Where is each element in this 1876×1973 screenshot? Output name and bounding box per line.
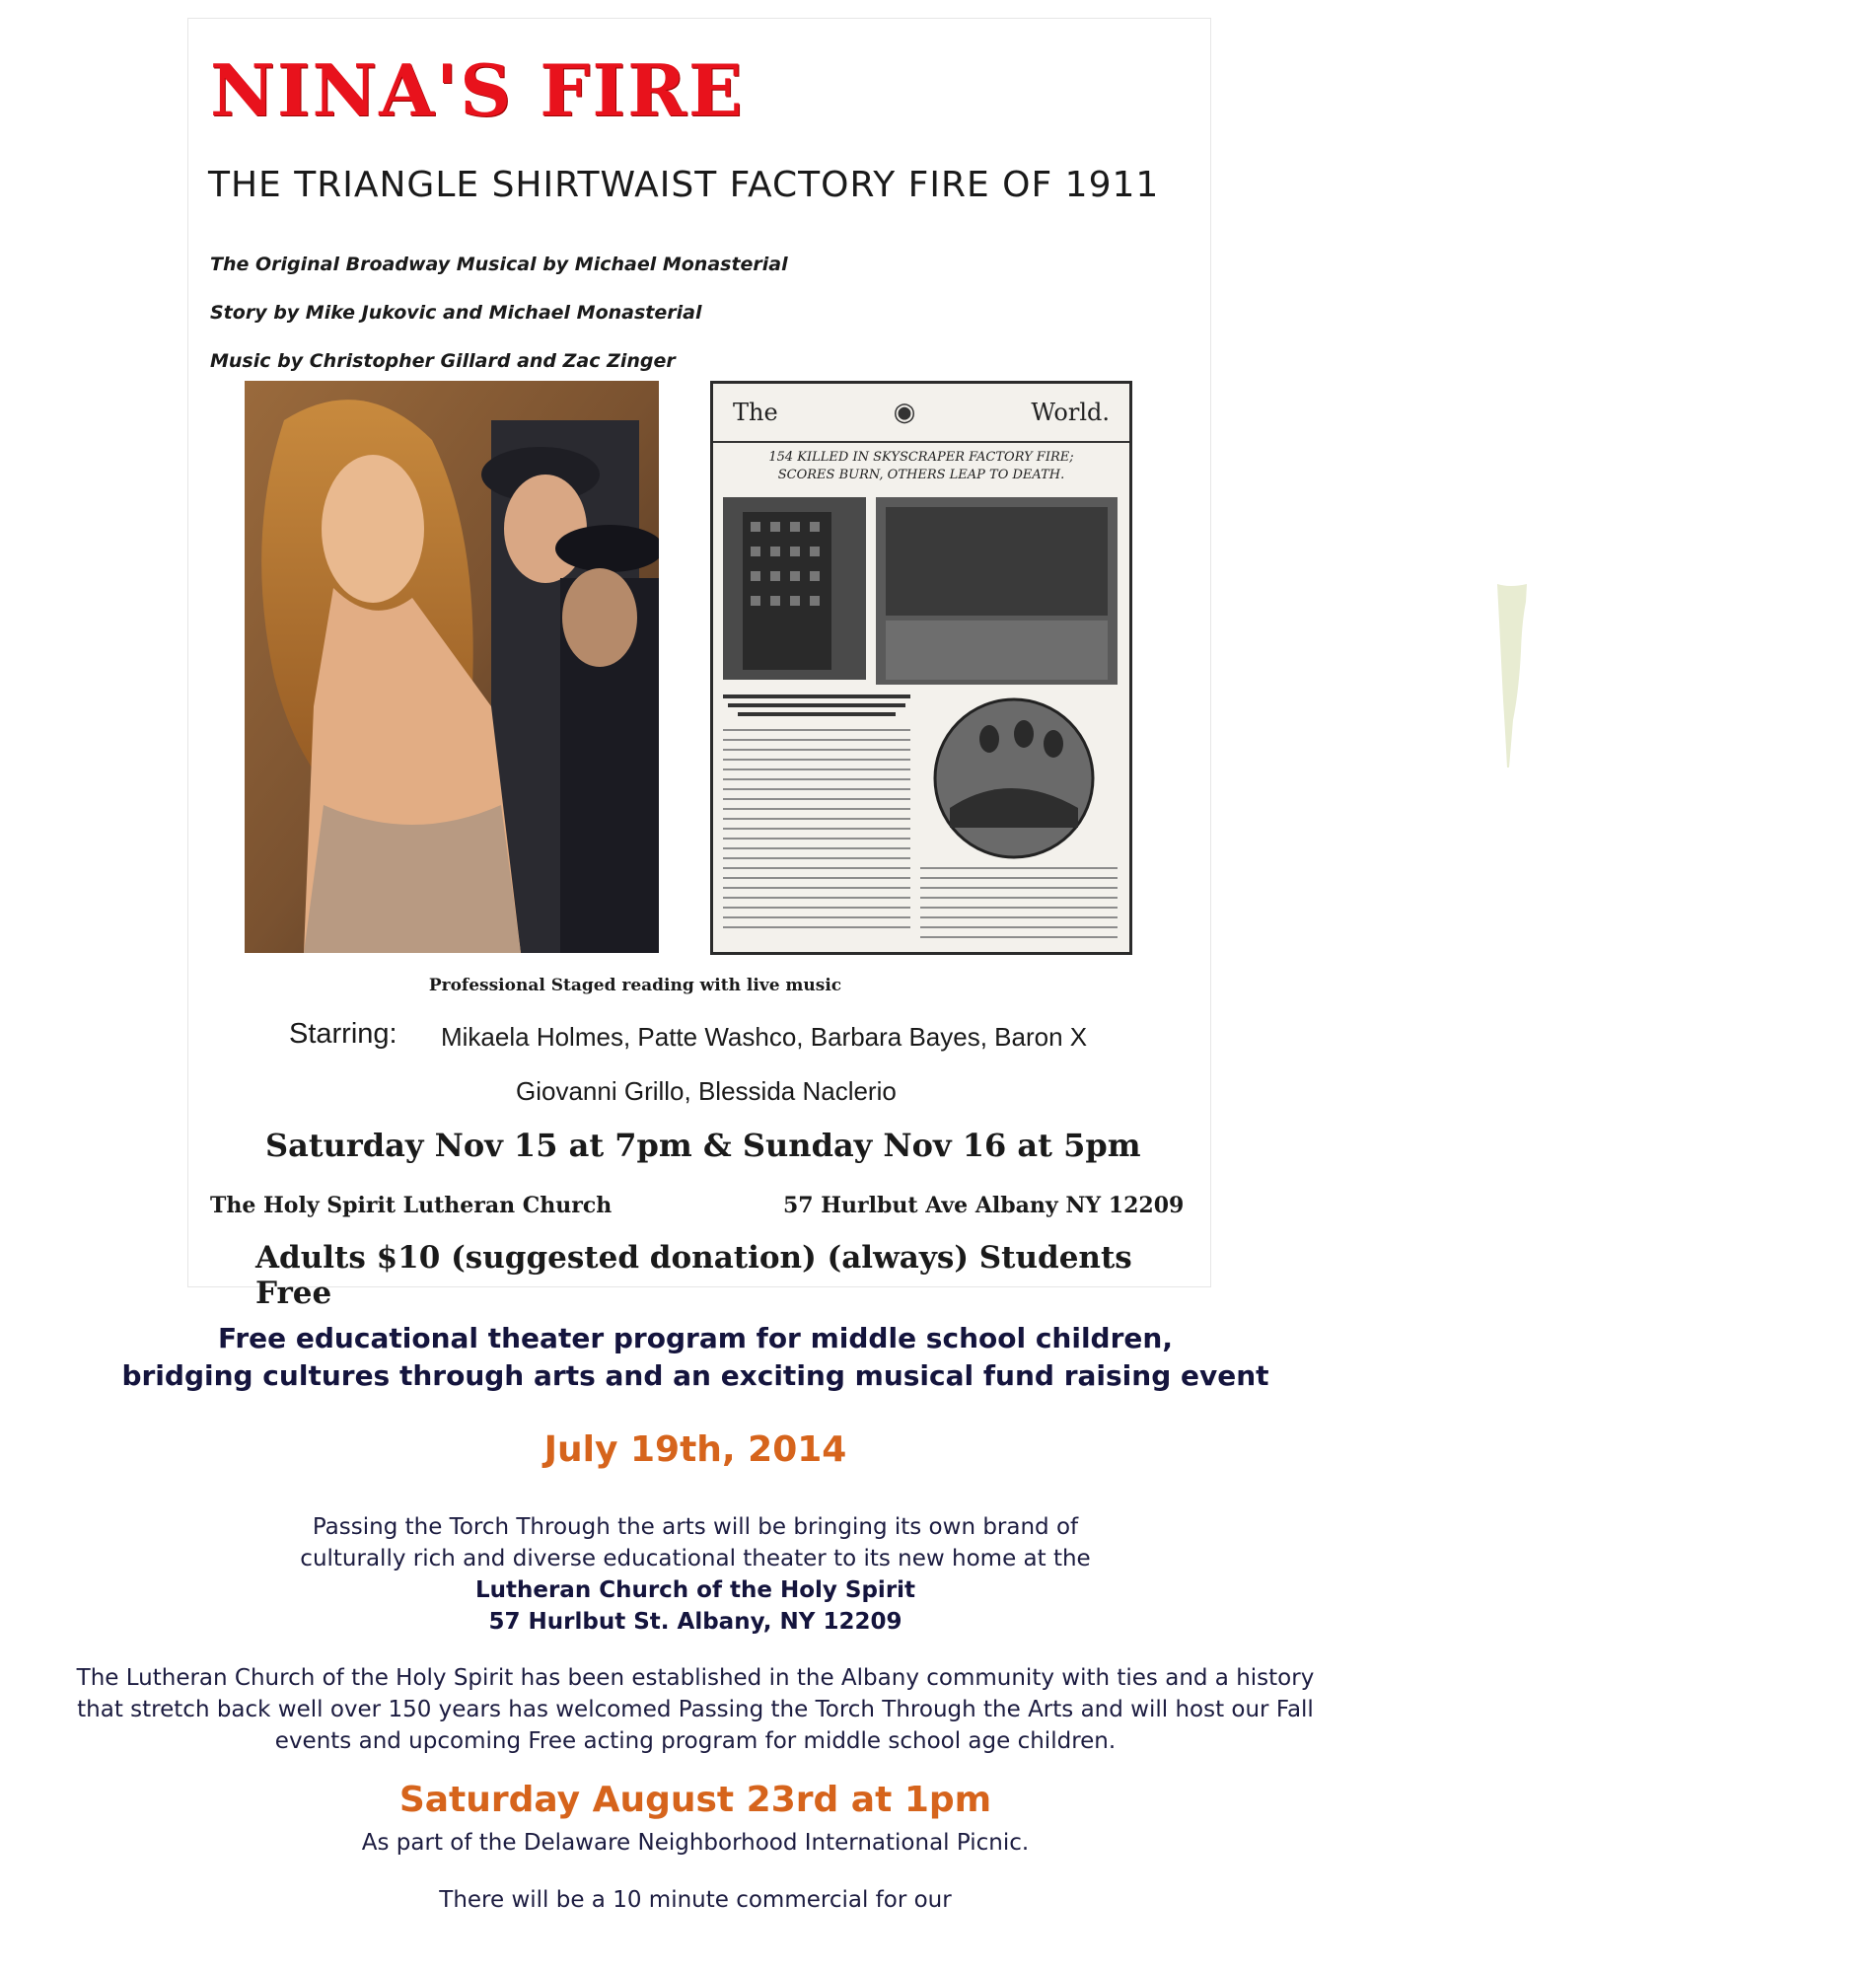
credit-line: The Original Broadway Musical by Michael Monasterial <box>210 254 788 275</box>
newspaper-front-page <box>710 381 1132 955</box>
program-line: Free educational theater program for middle school children, <box>218 1322 1173 1354</box>
cast-list: Mikaela Holmes, Patte Washco, Barbara Bayes, Baron X <box>441 1022 1088 1052</box>
program-description <box>0 1320 1391 1395</box>
program-line: bridging cultures through arts and an exciting musical fund raising event <box>121 1359 1269 1392</box>
newspaper-masthead-right: World. <box>1031 399 1110 426</box>
globe-emblem-icon: ◉ <box>893 398 916 427</box>
about-line: that stretch back well over 150 years has welcomed Passing the Torch Through the Arts and will host our Fall <box>77 1697 1314 1722</box>
decorative-shape <box>1495 582 1529 769</box>
intro-paragraph <box>0 1511 1391 1638</box>
actress-photo-image <box>245 381 659 953</box>
newspaper-photos <box>713 492 1129 955</box>
newspaper-headline: SCORES BURN, OTHERS LEAP TO DEATH. <box>777 468 1065 482</box>
church-address: 57 Hurlbut St. Albany, NY 12209 <box>488 1609 902 1635</box>
credit-line: Music by Christopher Gillard and Zac Zinger <box>210 350 676 372</box>
newspaper-headline: 154 KILLED IN SKYSCRAPER FACTORY FIRE; <box>768 450 1074 465</box>
intro-line: culturally rich and diverse educational theater to its new home at the <box>300 1546 1091 1571</box>
church-name: Lutheran Church of the Holy Spirit <box>474 1577 916 1603</box>
intro-line: Passing the Torch Through the arts will be bringing its own brand of <box>312 1514 1079 1540</box>
flyer-title: NINA'S FIRE <box>210 48 745 132</box>
event-flyer <box>187 18 1211 1311</box>
cast-list: Giovanni Grillo, Blessida Naclerio <box>516 1076 897 1106</box>
event-note: There will be a 10 minute commercial for our <box>439 1887 952 1913</box>
actress-photo <box>245 381 659 953</box>
event-heading: Saturday August 23rd at 1pm <box>398 1780 992 1820</box>
starring-label: Starring: <box>289 1018 397 1050</box>
venue-name: The Holy Spirit Lutheran Church <box>210 1193 613 1218</box>
venue-address: 57 Hurlbut Ave Albany NY 12209 <box>783 1193 1185 1218</box>
flyer-subtitle: THE TRIANGLE SHIRTWAIST FACTORY FIRE OF 1911 <box>208 165 1160 205</box>
date-heading: July 19th, 2014 <box>543 1429 847 1470</box>
credit-line: Story by Mike Jukovic and Michael Monasterial <box>210 302 702 324</box>
event-description: As part of the Delaware Neighborhood International Picnic. <box>361 1830 1030 1856</box>
about-line: events and upcoming Free acting program for middle school age children. <box>274 1728 1117 1754</box>
about-paragraph <box>0 1662 1391 1757</box>
about-line: The Lutheran Church of the Holy Spirit has been established in the Albany community with ties and a history <box>76 1665 1315 1691</box>
newspaper-masthead-left: The <box>733 399 778 426</box>
staged-reading-note: Professional Staged reading with live music <box>428 976 842 995</box>
performance-dates: Saturday Nov 15 at 7pm & Sunday Nov 16 at 5pm <box>265 1127 1141 1164</box>
ticket-prices: Adults $10 (suggested donation) (always) Students Free <box>255 1240 1132 1311</box>
